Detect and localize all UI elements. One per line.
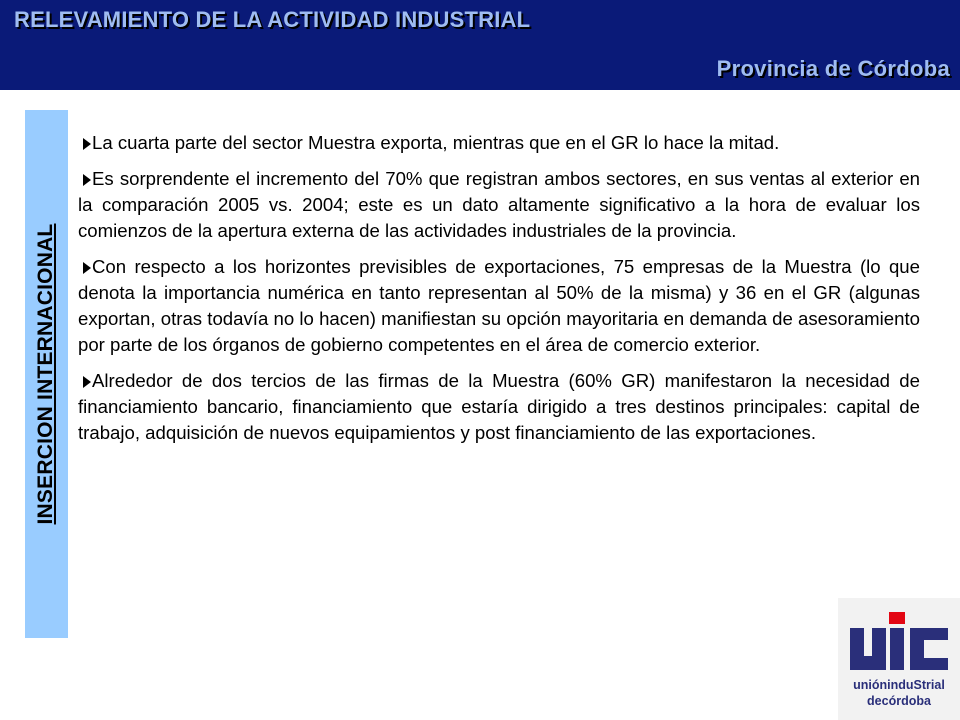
header-bar <box>0 0 960 90</box>
page-title: RELEVAMIENTO DE LA ACTIVIDAD INDUSTRIAL <box>14 7 531 32</box>
bullet-paragraph <box>78 368 920 446</box>
paragraph-text: Alrededor de dos tercios de las firmas de la Muestra (60% GR) manifestaron la necesidad de financiamiento bancario, financiamiento que estaría dirigido a tres destinos principales: capital de trabajo, adquisición de nuevos equipamientos y post financiamiento de las exportaciones. <box>78 370 920 443</box>
uic-logo-mark-icon <box>838 598 960 678</box>
paragraph-text: Con respecto a los horizontes previsibles de exportaciones, 75 empresas de la Muestra (lo que denota la importancia numérica en tanto representan al 50% de la misma) y 36 en el GR (algunas exportan, otras todavía no lo hacen) manifiestan su opción mayoritaria en demanda de asesoramiento por parte de los órganos de gobierno competentes en el área de comercio exterior. <box>78 256 920 355</box>
logo-text-line1: unióninduStrial <box>853 678 945 692</box>
triangle-bullet-icon <box>83 262 91 274</box>
section-label: INSERCION INTERNACIONAL <box>34 223 57 525</box>
paragraph-text: Es sorprendente el incremento del 70% que registran ambos sectores, en sus ventas al exterior en la comparación 2005 vs. 2004; este es un dato altamente significativo a la hora de evaluar los comienzos de la apertura externa de las actividades industriales de la provincia. <box>78 168 920 241</box>
paragraph-text: La cuarta parte del sector Muestra exporta, mientras que en el GR lo hace la mitad. <box>92 132 780 153</box>
triangle-bullet-icon <box>83 376 91 388</box>
logo-text-line2: decórdoba <box>867 694 931 708</box>
bullet-paragraph <box>78 166 920 244</box>
content-body <box>78 130 920 456</box>
uic-logo <box>838 598 960 720</box>
triangle-bullet-icon <box>83 174 91 186</box>
triangle-bullet-icon <box>83 138 91 150</box>
bullet-paragraph <box>78 130 920 156</box>
bullet-paragraph <box>78 254 920 358</box>
page-subtitle: Provincia de Córdoba <box>716 56 950 81</box>
